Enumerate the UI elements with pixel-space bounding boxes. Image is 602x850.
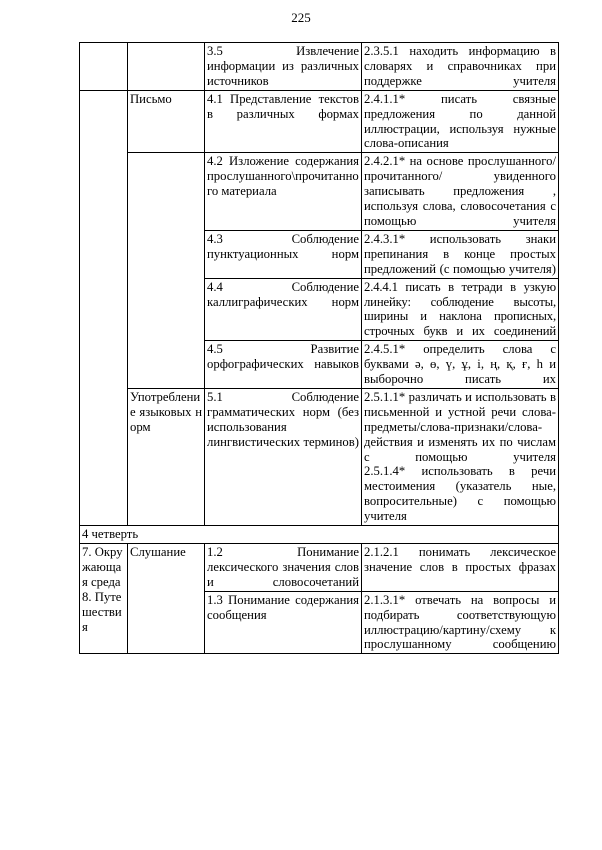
table-row bbox=[80, 153, 559, 231]
objective-text: 2.5.1.4* использовать в речи местоимения (указатель ные, вопросительные) с помощью учителя bbox=[364, 464, 556, 524]
unit-cell-empty bbox=[80, 90, 128, 525]
topic-cell: 4.4 Соблюдение каллиграфических норм bbox=[205, 278, 362, 341]
table-row bbox=[80, 43, 559, 91]
table-row bbox=[80, 544, 559, 592]
page-number: 225 bbox=[291, 10, 311, 25]
topic-cell: 5.1 Соблюдение грамматических норм (без использования лингвистических терминов) bbox=[205, 388, 362, 525]
unit-cell: 7. Окружающая среда 8. Путешествия bbox=[80, 544, 128, 654]
topic-cell: 4.1 Представление текстов в различных формах bbox=[205, 90, 362, 153]
skill-cell-listening: Слушание bbox=[128, 544, 205, 654]
objective-cell: 2.4.1.1* писать связные предложения по данной иллюстрации, используя нужные слова-описания bbox=[362, 90, 559, 153]
objective-cell: 2.4.4.1 писать в тетради в узкую линейку: соблюдение высоты, ширины и наклона прописных, строчных букв и их соединений bbox=[362, 278, 559, 341]
quarter-label: 4 четверть bbox=[80, 526, 559, 544]
topic-cell: 4.3 Соблюдение пунктуационных норм bbox=[205, 230, 362, 278]
objective-cell: 2.4.5.1* определить слова с буквами ә, ө, ү, ұ, і, ң, қ, ғ, һ и выборочно писать их bbox=[362, 341, 559, 389]
objective-cell bbox=[362, 388, 559, 525]
quarter-row bbox=[80, 526, 559, 544]
table-row bbox=[80, 90, 559, 153]
topic-cell: 1.3 Понимание содержания сообщения bbox=[205, 591, 362, 654]
curriculum-table bbox=[79, 42, 559, 654]
objective-cell: 2.3.5.1 находить информацию в словарях и справочниках при поддержке учителя bbox=[362, 43, 559, 91]
topic-cell: 3.5 Извлечение информации из различных источников bbox=[205, 43, 362, 91]
topic-cell: 1.2 Понимание лексического значения слов и словосочетаний bbox=[205, 544, 362, 592]
skill-cell-language-norms: Употребление языковых норм bbox=[128, 388, 205, 525]
topic-cell: 4.2 Изложение содержания прослушанного\прочитанного материала bbox=[205, 153, 362, 231]
objective-cell: 2.1.2.1 понимать лексическое значение слов в простых фразах bbox=[362, 544, 559, 592]
objective-cell: 2.4.3.1* использовать знаки препинания в конце простых предложений (с помощью учителя) bbox=[362, 230, 559, 278]
objective-cell: 2.4.2.1* на основе прослушанного/ прочитанного/ увиденного записывать предложения , используя слова, словосочетания с помощью учителя bbox=[362, 153, 559, 231]
objective-text: 2.5.1.1* различать и использовать в письменной и устной речи слова-предметы/слова-признаки/слова-действия и изменять их по числам с помощью учителя bbox=[364, 389, 556, 464]
skill-cell-empty bbox=[128, 43, 205, 91]
topic-cell: 4.5 Развитие орфографических навыков bbox=[205, 341, 362, 389]
table-row bbox=[80, 388, 559, 525]
objective-cell: 2.1.3.1* отвечать на вопросы и подбирать соответствующую иллюстрацию/картину/схему к прослушанному сообщению bbox=[362, 591, 559, 654]
skill-cell-writing: Письмо bbox=[128, 90, 205, 153]
unit-cell-empty bbox=[80, 43, 128, 91]
skill-cell-empty bbox=[128, 153, 205, 389]
